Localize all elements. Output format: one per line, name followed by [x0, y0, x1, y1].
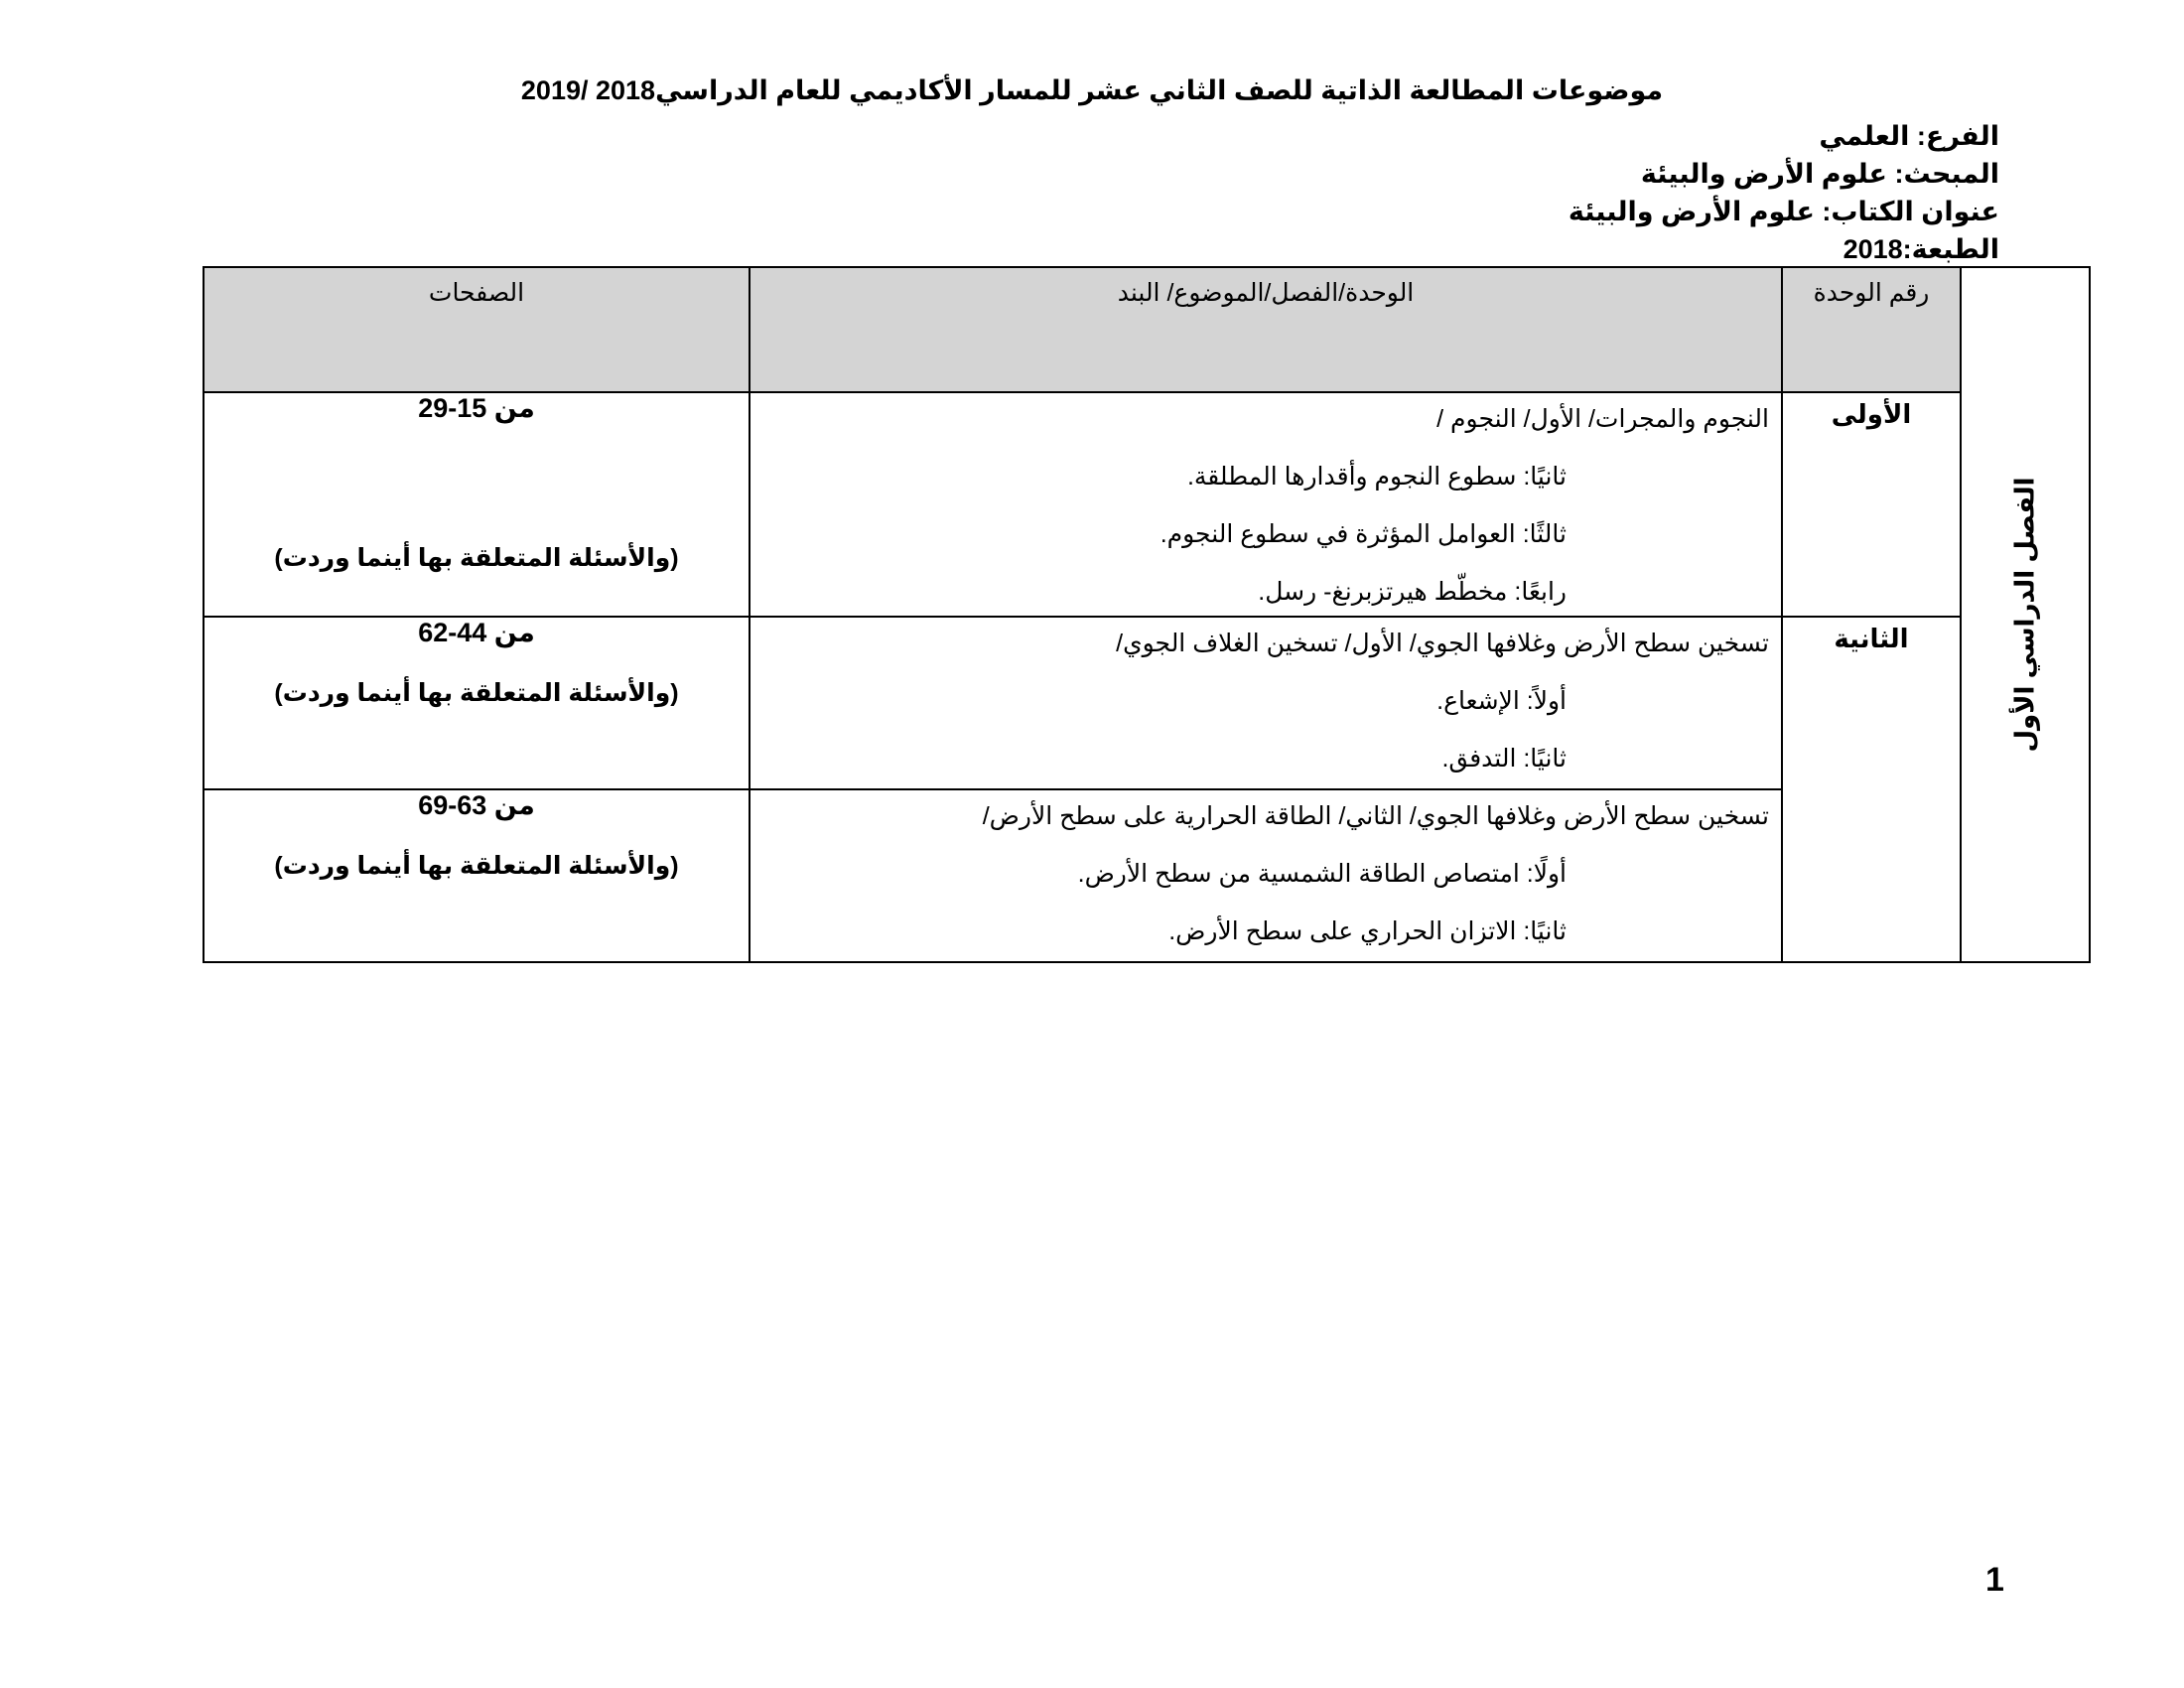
header-pages: الصفحات	[204, 267, 750, 392]
table-header-row	[204, 267, 2090, 392]
unit-cell: الأولى	[1782, 392, 1961, 617]
header-unit-number: رقم الوحدة	[1782, 267, 1961, 392]
topic-title: تسخين سطح الأرض وغلافها الجوي/ الثاني/ الطاقة الحرارية على سطح الأرض/	[982, 802, 1769, 830]
questions-note: (والأسئلة المتعلقة بها أينما وردت)	[274, 679, 679, 707]
pages-cell	[204, 392, 750, 617]
semester-label: الفصل الدراسي الأول	[2009, 477, 2040, 753]
branch-line: الفرع: العلمي	[1819, 121, 1999, 151]
document-title: موضوعات المطالعة الذاتية للصف الثاني عشر للمسار الأكاديمي للعام الدراسي2018 /2019	[520, 75, 1664, 105]
topic-item: ثانيًا: الاتزان الحراري على سطح الأرض.	[1168, 917, 1567, 945]
study-plan-table	[203, 266, 2091, 963]
table-row	[204, 789, 2090, 962]
unit-cell	[1782, 789, 1961, 962]
topic-item: ثانيًا: التدفق.	[1441, 745, 1567, 773]
page-range: من 44-62	[418, 618, 535, 647]
pages-cell	[204, 789, 750, 962]
semester-cell	[1961, 267, 2090, 962]
topic-item: أولاً: الإشعاع.	[1436, 687, 1567, 715]
page-range: من 15-29	[418, 393, 535, 423]
topic-cell	[750, 789, 1782, 962]
table-row	[204, 617, 2090, 789]
header-topic: الوحدة/الفصل/الموضوع/ البند	[750, 267, 1782, 392]
questions-note: (والأسئلة المتعلقة بها أينما وردت)	[274, 852, 679, 880]
topic-cell	[750, 617, 1782, 789]
edition-line: الطبعة:2018	[1843, 234, 1999, 264]
questions-note: (والأسئلة المتعلقة بها أينما وردت)	[274, 544, 679, 572]
pages-cell	[204, 617, 750, 789]
topic-title: تسخين سطح الأرض وغلافها الجوي/ الأول/ تسخين الغلاف الجوي/	[1116, 630, 1769, 657]
table-row	[204, 392, 2090, 617]
document-meta	[1569, 117, 1999, 268]
unit-cell: الثانية	[1782, 617, 1961, 789]
topic-item: رابعًا: مخطّط هيرتزبرنغ- رسل.	[1258, 578, 1567, 606]
book-title-line: عنوان الكتاب: علوم الأرض والبيئة	[1568, 197, 1999, 226]
topic-item: أولًا: امتصاص الطاقة الشمسية من سطح الأرض.	[1077, 860, 1567, 888]
page-range: من 63-69	[418, 790, 535, 820]
topic-title: النجوم والمجرات/ الأول/ النجوم /	[1436, 405, 1769, 433]
topic-item: ثانيًا: سطوع النجوم وأقدارها المطلقة.	[1186, 463, 1567, 491]
topic-cell	[750, 392, 1782, 617]
subject-line: المبحث: علوم الأرض والبيئة	[1640, 159, 1999, 189]
page-number: 1	[1985, 1561, 2004, 1599]
topic-item: ثالثًا: العوامل المؤثرة في سطوع النجوم.	[1160, 520, 1567, 548]
